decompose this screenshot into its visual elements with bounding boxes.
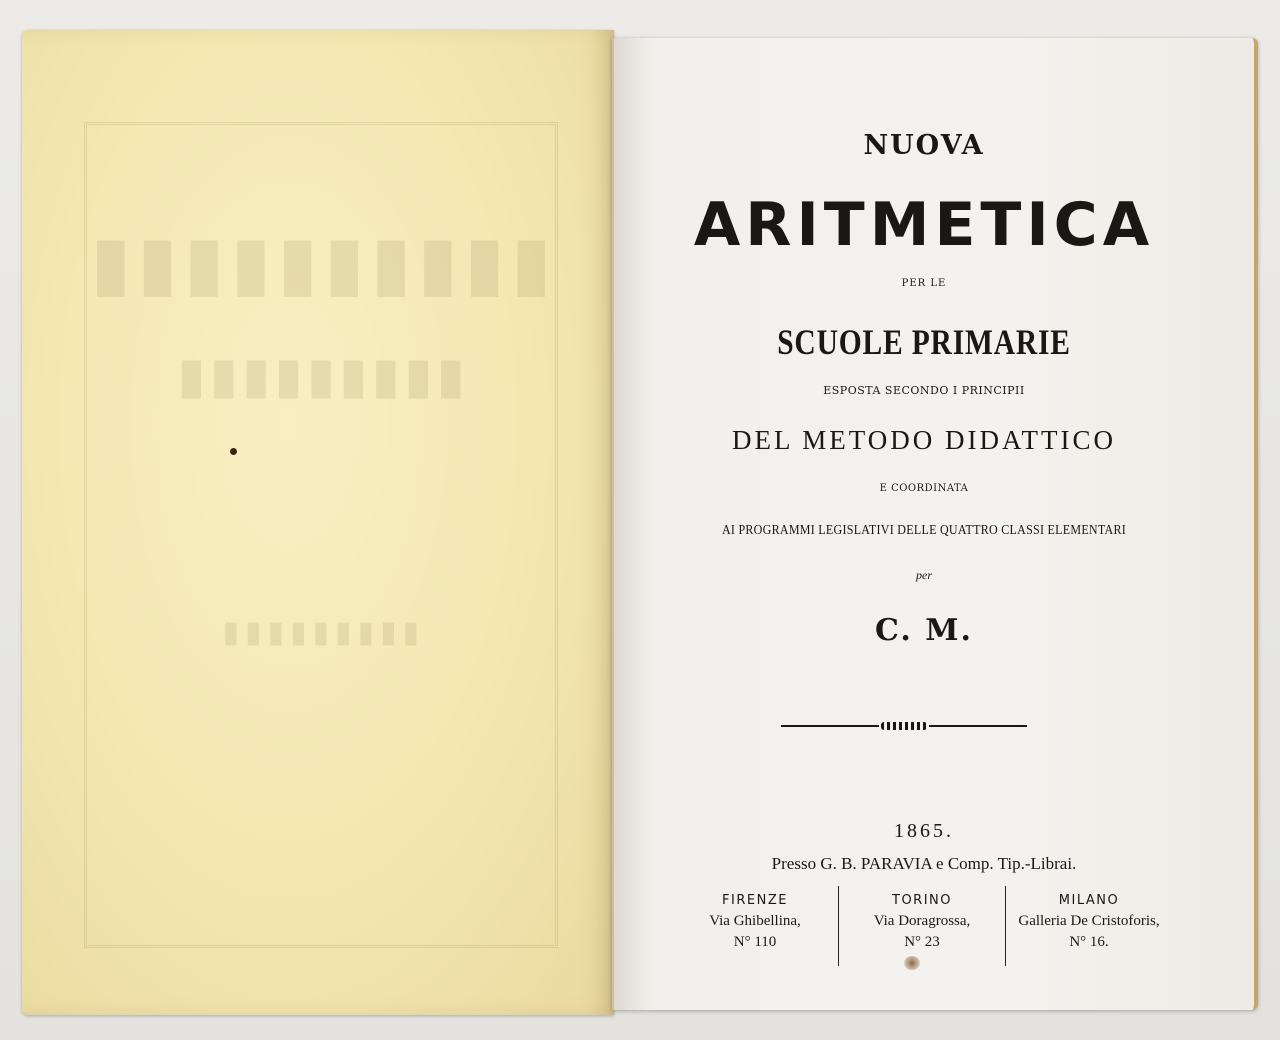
rule-left-bar	[781, 725, 879, 727]
city-name: FIRENZE	[722, 893, 788, 908]
ink-spot	[230, 448, 237, 455]
subtitle-scuole-primarie: SCUOLE PRIMARIE	[777, 322, 1071, 362]
city-name: TORINO	[892, 893, 952, 908]
foxing-stain	[904, 956, 920, 970]
subtitle-programmi: AI PROGRAMMI LEGISLATIVI DELLE QUATTRO CLASSI ELEMENTARI	[721, 523, 1127, 538]
address-torino	[838, 886, 1005, 966]
city-street: Galleria De Cristoforis,	[1018, 913, 1160, 929]
city-number: N° 16.	[1069, 934, 1109, 950]
rule-ornament	[881, 722, 927, 730]
title-page	[612, 38, 1258, 1010]
city-number: N° 23	[904, 934, 940, 950]
author-initials: C. M.	[875, 613, 973, 648]
publication-year: 1865.	[894, 820, 954, 842]
city-street: Via Doragrossa,	[873, 913, 971, 929]
show-through-subtitle: ▮▮▮▮▮▮▮▮▮	[172, 350, 464, 403]
publisher-line: Presso G. B. PARAVIA e Comp. Tip.-Librai.	[771, 854, 1077, 873]
city-street: Via Ghibellina,	[709, 913, 801, 929]
subtitle-per-le: PER LE	[901, 278, 947, 289]
byline-per: per	[916, 568, 932, 582]
show-through-title: ▮▮▮▮▮▮▮▮▮▮	[84, 220, 552, 306]
subtitle-metodo-didattico: DEL METODO DIDATTICO	[732, 425, 1116, 455]
city-number: N° 110	[733, 934, 777, 950]
publisher-addresses	[672, 886, 1172, 966]
title-nuova: NUOVA	[863, 130, 985, 161]
address-firenze	[672, 886, 838, 966]
city-name: MILANO	[1058, 893, 1120, 908]
subtitle-coordinata: E COORDINATA	[879, 483, 969, 494]
address-milano	[1005, 886, 1172, 966]
subtitle-esposta: ESPOSTA SECONDO I PRINCIPII	[823, 384, 1025, 397]
left-page-inside-cover	[22, 30, 614, 1015]
title-aritmetica: ARITMETICA	[693, 190, 1155, 260]
show-through-author: ▮▮▮▮▮▮▮▮▮	[216, 615, 420, 650]
rule-right-bar	[929, 725, 1027, 727]
ornamental-rule	[781, 722, 1027, 730]
